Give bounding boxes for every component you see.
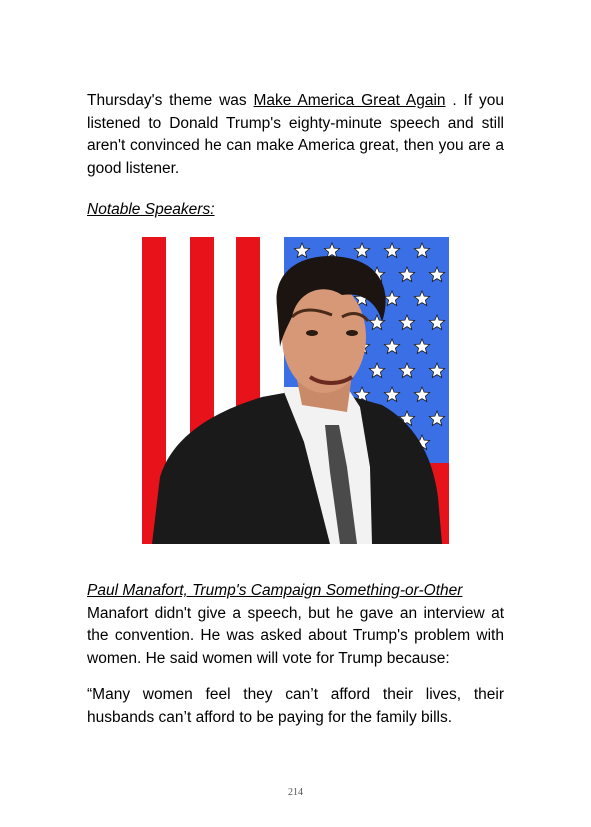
- speaker-body: Manafort didn't give a speech, but he gave an interview at the convention. He was asked about Trump's problem with women. He said women will vote for Trump because:: [87, 604, 504, 667]
- intro-text-end: . If you listened to Donald Trump's eighty-minute speech and still aren't convinced he can make America great, then you are a good listener.: [87, 92, 504, 177]
- speaker-title: Paul Manafort, Trump's Campaign Something-or-Other: [87, 582, 463, 599]
- speaker-photo: [142, 237, 449, 544]
- page-number: 214: [288, 787, 303, 798]
- speaker-quote: “Many women feel they can’t afford their lives, their husbands can’t afford to be paying for the family bills.: [87, 686, 504, 726]
- theme-link[interactable]: Make America Great Again: [253, 92, 446, 109]
- speaker-section: [87, 580, 504, 729]
- intro-paragraph: [87, 90, 504, 180]
- section-heading: Notable Speakers:: [87, 201, 215, 218]
- intro-text-start: Thursday's theme was: [87, 92, 254, 109]
